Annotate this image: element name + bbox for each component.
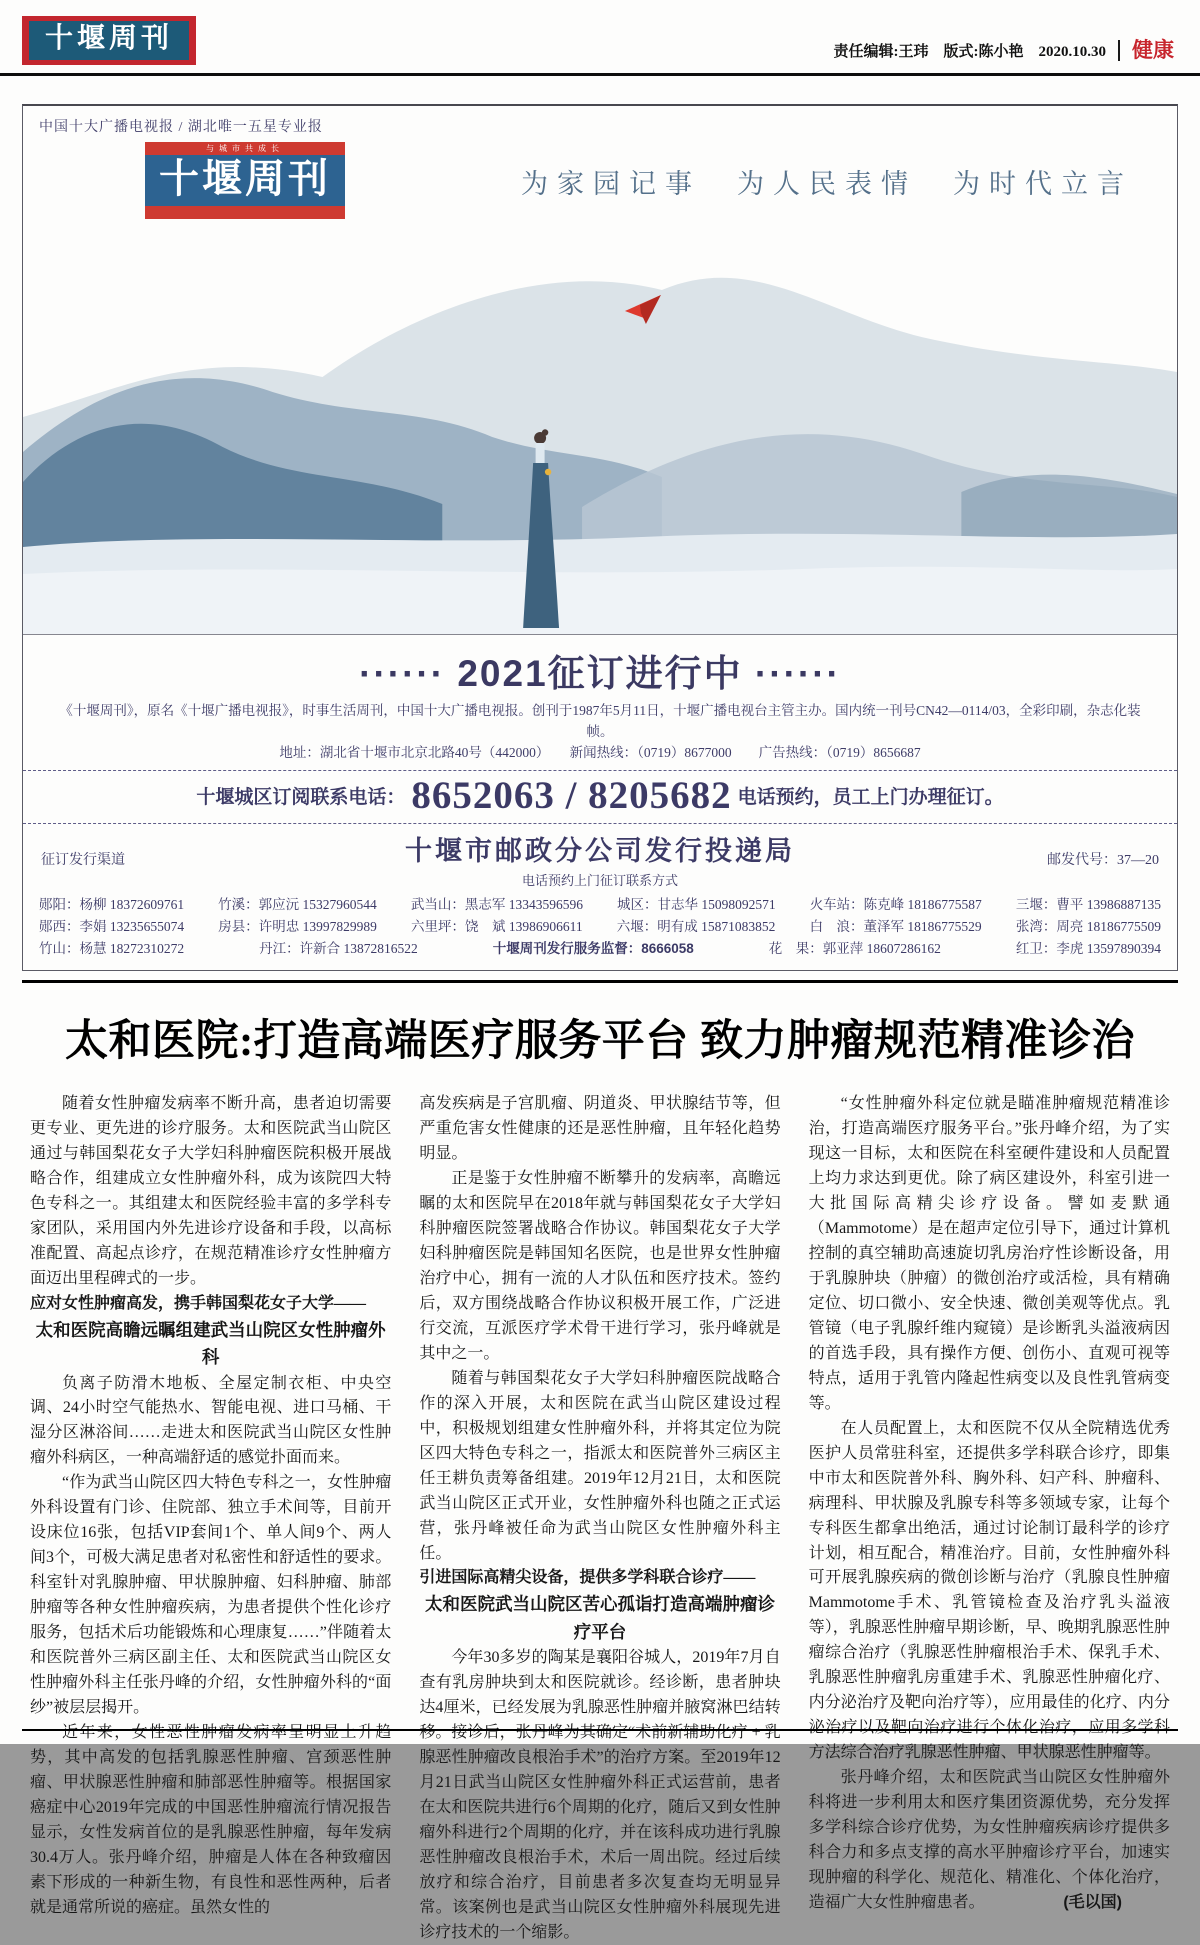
paragraph: 高发疾病是子宫肌瘤、阴道炎、甲状腺结节等，但严重危害女性健康的还是恶性肿瘤，且年轻化趋势明显。	[419, 1095, 781, 1163]
paragraph: “女性肿瘤外科定位就是瞄准肿瘤规范精准诊治，打造高端医疗服务平台。”张丹峰介绍，为了实现这一目标，太和医院在科室硬件建设和人员配置上均力求达到更优。除了病区建设外，科室引进一大批国际高精尖诊疗设备。譬如麦默通（Mammotome）是在超声定位引导下，通过计算机控制的真空辅助高速旋切乳房治疗性诊断设备，用于乳腺肿块（肿瘤）的微创治疗或活检，具有精确定位、切口微小、安全快速、微创美观等优点。乳管镜（电子乳腺纤维内窥镜）是诊断乳头溢液病因的首选手段，具有操作方便、创伤小、直观可视等特点，适用于乳管内隆起性病变以及良性乳管病变等。	[808, 1095, 1170, 1412]
paragraph: 随着女性肿瘤发病率不断升高，患者迫切需要更专业、更先进的诊疗服务。太和医院武当山院区通过与韩国梨花女子大学妇科肿瘤医院积极开展战略合作，组建成立女性肿瘤外科，成为该院四大特色专科之一。其组建太和医院经验丰富的多学科专家团队，采用国内外先进诊疗设备和手段，以高标准配置、高起点诊疗，在规范精准诊疗女性肿瘤方面迈出里程碑式的一步。	[30, 1095, 392, 1288]
intro-line-1: 《十堰周刊》，原名《十堰广播电视报》，时事生活周刊，中国十大广播电视报。创刊于1987年5月11日，十堰广播电视台主管主办。国内统一刊号CN42—0114/03，全彩印刷，杂志化装帧。	[59, 702, 1141, 739]
article-column-3	[809, 1092, 1170, 1945]
page-bottom-rule	[22, 1729, 1178, 1731]
mountain-art	[23, 242, 1177, 634]
contact-entry: 三堰：曹平 13986887135	[1015, 896, 1161, 912]
subscribe-note: 电话预约，员工上门办理征订。	[737, 786, 1004, 808]
channel-label: 征订发行渠道	[41, 852, 125, 868]
subscription-banner: ······ 2021征订进行中 ······	[359, 652, 841, 694]
paragraph: 正是鉴于女性肿瘤不断攀升的发病率，高瞻远瞩的太和医院早在2018年就与韩国梨花女子大学妇科肿瘤医院签署战略合作协议。韩国梨花女子大学妇科肿瘤医院是韩国知名医院，也是世界女性肿瘤治疗中心，拥有一流的人才队伍和医疗技术。签约后，双方围绕战略合作协议积极开展工作，广泛进行交流，互派医疗学术骨干进行学习，张丹峰就是其中之一。	[419, 1170, 781, 1362]
kicker-line: 应对女性肿瘤高发，携手韩国梨花女子大学——	[30, 1294, 367, 1312]
paragraph: 近年来，女性恶性肿瘤发病率呈明显上升趋势，其中高发的包括乳腺恶性肿瘤、宫颈恶性肿瘤、甲状腺恶性肿瘤和肺部恶性肿瘤等。根据国家癌症中心2019年完成的中国恶性肿瘤流行情况报告显示，女性发病首位的是乳腺恶性肿瘤，每年发病30.4万人。张丹峰介绍，肿瘤是人体在各种致瘤因素下形成的一种新生物，有良性和恶性两种，后者就是通常所说的癌症。虽然女性的	[30, 1723, 392, 1916]
contact-entry: 竹溪：郭应沅 15327960544	[218, 896, 377, 912]
paragraph: 随着与韩国梨花女子大学妇科肿瘤医院战略合作的深入开展，太和医院在武当山院区建设过程中，积极规划组建女性肿瘤外科，并将其定位为院区四大特色专科之一，指派太和医院普外三病区主任王耕负责筹备组建。2019年12月21日，太和医院武当山院区正式开业，女性肿瘤外科也随之正式运营，张丹峰被任命为武当山院区女性肿瘤外科主任。	[419, 1369, 781, 1562]
contact-entry: 城区：甘志华 15098092571	[617, 896, 776, 912]
subscribe-label: 十堰城区订阅联系电话：	[196, 786, 406, 808]
contact-entry: 六里坪：饶 斌 13986906611	[411, 918, 583, 934]
bureau-row	[23, 824, 1177, 891]
paragraph: 张丹峰介绍，太和医院武当山院区女性肿瘤外科将进一步利用太和医疗集团资源优势，充分发挥多学科综合诊疗优势，为女性肿瘤疾病诊疗提供多科合力和多点支撑的高水平肿瘤诊疗平台，加速实现肿瘤的科学化、规范化、精准化、个体化治疗，造福广大女性肿瘤患者。	[808, 1769, 1170, 1911]
kicker-line: 引进国际高精尖设备，提供多学科联合诊疗——	[419, 1569, 756, 1587]
contact-entry: 武当山：黑志军 13343596596	[410, 896, 583, 912]
ad-logo-top-text: 与城市共成长	[145, 142, 345, 155]
article-headline: 太和医院:打造高端医疗服务平台 致力肿瘤规范精准诊治	[64, 1018, 1136, 1066]
paragraph: 在人员配置上，太和医院不仅从全院精选优秀医护人员常驻科室，还提供多学科联合诊疗，即集中市太和医院普外科、胸外科、妇产科、肿瘤科、病理科、甲状腺及乳腺专科等多领域专家，让每个专科医生都拿出绝活，通过讨论制订最科学的诊疗计划，相互配合，精准治疗。目前，女性肿瘤外科可开展乳腺疾病的微创诊断与治疗（乳腺良性肿瘤Mammotome手术、乳管镜检查及治疗乳头溢液等），乳腺恶性肿瘤早期诊断，早、晚期乳腺恶性肿瘤综合治疗（乳腺恶性肿瘤根治手术、保乳手术、乳腺恶性肿瘤乳房重建手术、乳腺恶性肿瘤化疗、内分泌治疗及靶向治疗等），应用最佳的化疗、内分泌治疗以及靶向治疗进行个体化治疗，应用多学科方法综合治疗乳腺恶性肿瘤、甲状腺恶性肿瘤等。	[808, 1419, 1170, 1762]
paragraph: 负离子防滑木地板、全屋定制衣柜、中央空调、24小时空气能热水、智能电视、进口马桶、干湿分区淋浴间……走进太和医院武当山院区女性肿瘤外科病区，一种高端舒适的感觉扑面而来。	[30, 1374, 392, 1467]
paragraph: “作为武当山院区四大特色专科之一，女性肿瘤外科设置有门诊、住院部、独立手术间等，目前开设床位16张，包括VIP套间1个、单人间9个、两人间3个，可极大满足患者对私密性和舒适性的要求。科室针对乳腺肿瘤、甲状腺肿瘤、妇科肿瘤、肺部肿瘤等各种女性肿瘤疾病，为患者提供个性化诊疗服务，包括术后功能锻炼和心理康复……”伴随着太和医院普外三病区副主任、太和医院武当山院区女性肿瘤外科主任张丹峰的介绍，女性肿瘤外科的“面纱”被层层揭开。	[30, 1474, 392, 1716]
intro-line-2: 地址：湖北省十堰市北京北路40号（442000） 新闻热线：（0719）8677000 广告热线：（0719）8656687	[279, 744, 921, 760]
contact-row	[39, 894, 1161, 916]
bureau-center	[211, 829, 989, 889]
subscribe-phone-row	[23, 770, 1177, 824]
article-column-1	[30, 1092, 391, 1945]
ad-slogan: 为家园记事 为人民表情 为时代立言	[521, 168, 1133, 199]
supervision-hotline: 十堰周刊发行服务监督：8666058	[492, 941, 694, 957]
contact-entry: 郧西：李娟 13235655074	[39, 918, 185, 934]
credits-text: 责任编辑:王玮 版式:陈小艳 2020.10.30	[833, 43, 1106, 60]
masthead-logo-text: 十堰周刊	[29, 21, 189, 60]
contact-entry: 花 果：郭亚萍 18607286162	[768, 941, 941, 957]
paragraph: 今年30多岁的陶某是襄阳谷城人，2019年7月自查有乳房肿块到太和医院就诊。经诊断，患者肿块达4厘米，已经发展为乳腺恶性肿瘤并腋窝淋巴结转移。接诊后，张丹峰为其确定“术前新辅助化疗 + 乳腺恶性肿瘤改良根治手术”的治疗方案。至2019年12月21日武当山院区女性肿瘤外科正式运营前，患者在太和医院共进行6个周期的化疗，随后又到女性肿瘤外科进行2个周期的化疗，并在该科成功进行乳腺恶性肿瘤改良根治手术，术后一周出院。经过后续放疗和综合治疗，目前患者多次复查均无明显异常。该案例也是武当山院区女性肿瘤外科展现先进诊疗技术的一个缩影。	[419, 1649, 781, 1941]
bureau-title: 十堰市邮政分公司发行投递局	[405, 835, 795, 866]
postal-code: 邮发代号：37—20	[1047, 852, 1159, 868]
contact-entry: 张湾：周亮 18186775509	[1015, 918, 1161, 934]
bold-subhead: 太和医院武当山院区苦心孤诣打造高端肿瘤诊疗平台	[424, 1594, 775, 1642]
article-columns	[30, 1092, 1170, 1945]
byline: (毛以国)	[1063, 1893, 1122, 1911]
page-header	[0, 0, 1200, 76]
contact-entry: 白 浪：董泽军 18186775529	[809, 918, 982, 934]
ad-logo-bottom-bar	[145, 206, 345, 219]
subscription-ad	[22, 104, 1178, 972]
ad-tagline: 中国十大广播电视报 / 湖北唯一五星专业报	[39, 119, 323, 135]
bureau-subtitle: 电话预约上门征订联系方式	[521, 872, 678, 888]
contact-entry: 六堰：明有成 15871083852	[616, 918, 776, 934]
main-article	[0, 983, 1200, 1945]
contact-entry: 火车站：陈克峰 18186775587	[809, 896, 982, 912]
contact-entry: 竹山：杨慧 18272310272	[39, 941, 185, 957]
subscribe-phone-numbers: 8652063 / 8205682	[411, 773, 732, 817]
masthead-logo	[22, 16, 196, 65]
contact-entry: 房县：许明忠 13997829989	[218, 918, 377, 934]
contact-row	[39, 916, 1161, 938]
publication-intro	[23, 699, 1177, 770]
editor-credits	[833, 37, 1175, 65]
contact-entry: 红卫：李虎 13597890394	[1015, 941, 1161, 957]
ad-logo-main-text: 十堰周刊	[145, 155, 345, 206]
section-label: 健康	[1118, 40, 1174, 61]
contact-list	[23, 891, 1177, 971]
bold-subhead: 太和医院高瞻远瞩组建武当山院区女性肿瘤外科	[35, 1319, 386, 1368]
contact-entry: 丹江：许新合 13872816522	[259, 941, 418, 957]
ad-brand-row	[23, 136, 1177, 228]
contact-row	[39, 938, 1161, 960]
contact-entry: 郧阳：杨柳 18372609761	[39, 896, 185, 912]
article-column-2	[419, 1092, 780, 1945]
ad-logo	[145, 142, 345, 219]
